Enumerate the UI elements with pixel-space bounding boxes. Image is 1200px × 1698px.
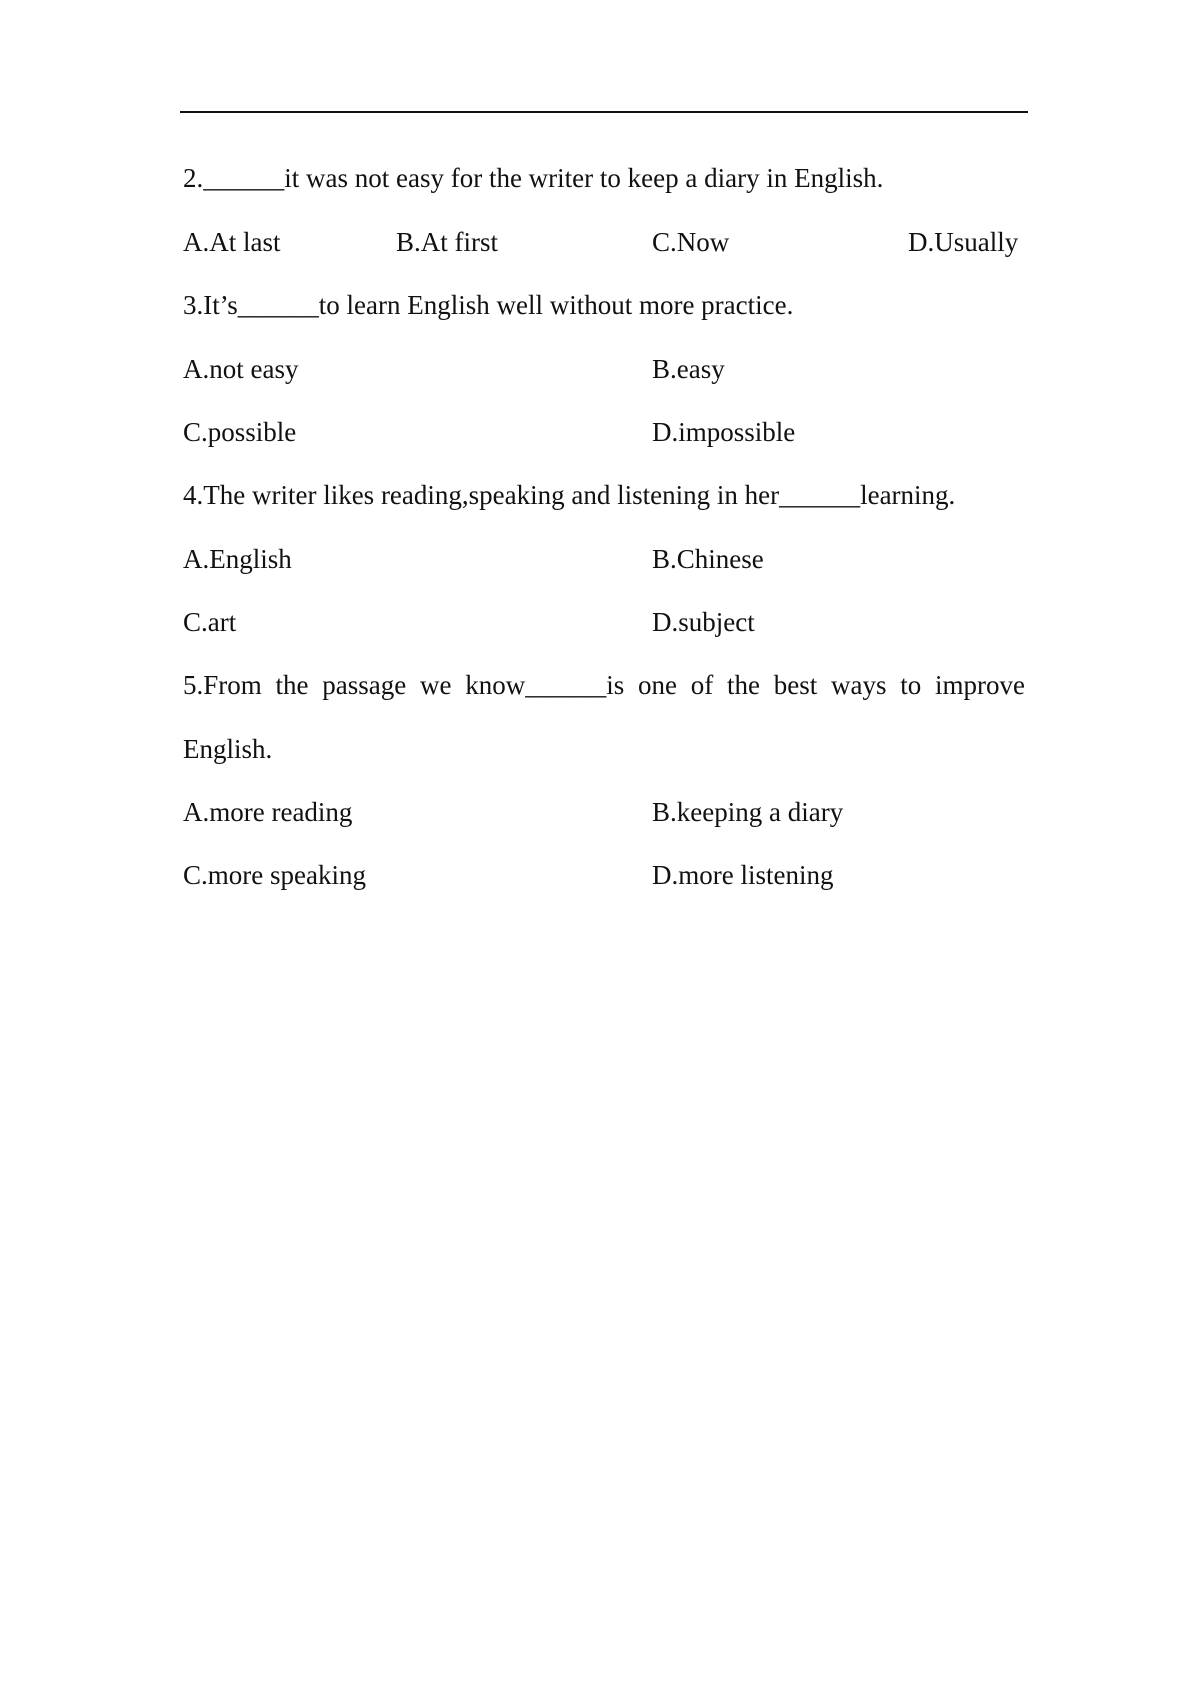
- question-5-option-d: D.more listening: [652, 860, 834, 890]
- question-3-option-c: C.possible: [183, 417, 297, 447]
- question-3-option-a: A.not easy: [183, 354, 299, 384]
- question-2-stem: 2.______it was not easy for the writer to keep a diary in English.: [183, 163, 884, 193]
- question-2-option-c: C.Now: [652, 227, 730, 257]
- question-5-option-b: B.keeping a diary: [652, 797, 844, 827]
- question-4-stem: 4.The writer likes reading,speaking and listening in her______learning.: [183, 480, 956, 510]
- question-5-option-c: C.more speaking: [183, 860, 366, 890]
- question-4-option-a: A.English: [183, 544, 292, 574]
- question-3-option-b: B.easy: [652, 354, 725, 384]
- question-5-stem-line-1: 5.From the passage we know______is one of the best ways to improve: [183, 670, 1025, 700]
- header-rule: [180, 111, 1028, 113]
- question-4-option-c: C.art: [183, 607, 237, 637]
- question-5-stem-line-2: English.: [183, 734, 273, 764]
- question-2-option-b: B.At first: [396, 227, 499, 257]
- question-4-option-b: B.Chinese: [652, 544, 764, 574]
- question-2-option-d: D.Usually: [908, 227, 1019, 257]
- question-5-option-a: A.more reading: [183, 797, 353, 827]
- question-3-option-d: D.impossible: [652, 417, 796, 447]
- question-4-option-d: D.subject: [652, 607, 755, 637]
- question-2-option-a: A.At last: [183, 227, 281, 257]
- question-3-stem: 3.It’s______to learn English well without more practice.: [183, 290, 794, 320]
